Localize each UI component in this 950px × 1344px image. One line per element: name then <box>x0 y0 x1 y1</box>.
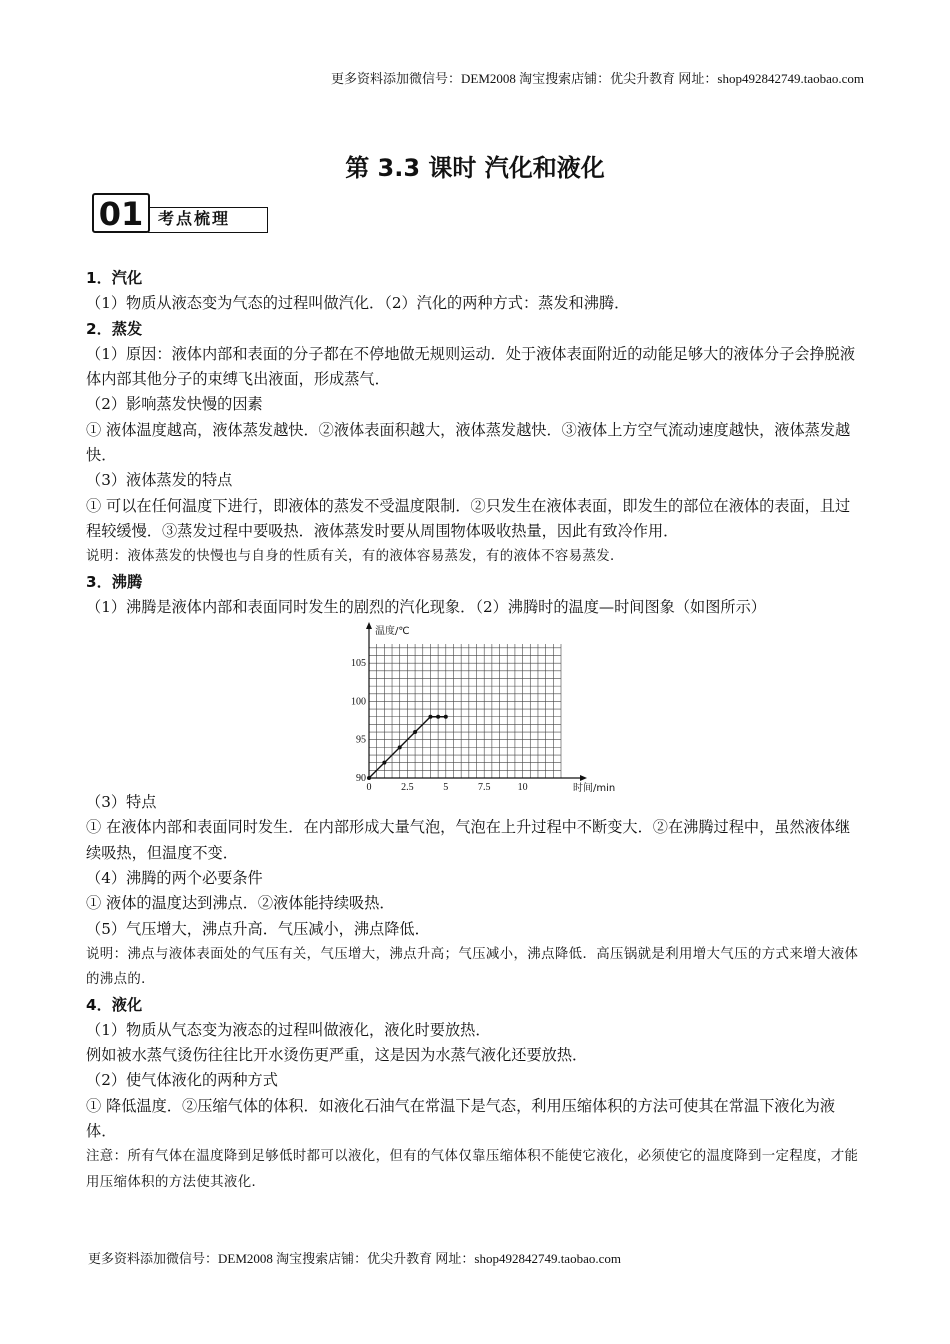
x-axis-label: 时间/min <box>573 783 616 795</box>
data-point <box>413 730 417 734</box>
data-point <box>398 746 402 750</box>
note: 说明：液体蒸发的快慢也与自身的性质有关，有的液体容易蒸发，有的液体不容易蒸发． <box>86 549 624 565</box>
data-point <box>382 761 386 765</box>
section-heading-evaporation: 2．蒸发 <box>86 319 143 338</box>
paragraph: ① 液体的温度达到沸点．②液体能持续吸热． <box>86 894 395 913</box>
paragraph: （3）液体蒸发的特点 <box>86 471 233 490</box>
paragraph: （1）沸腾是液体内部和表面同时发生的剧烈的汽化现象．（2）沸腾时的温度—时间图象（如图所示） <box>86 597 766 616</box>
paragraph: ① 可以在任何温度下进行，即液体的蒸发不受温度限制．②只发生在液体表面，即发生的部位在液体的表面，且过程较缓慢．③蒸发过程中要吸热．液体蒸发时要从周围物体吸收热量，因此有致冷作用． <box>86 496 851 540</box>
badge-label: 考点梳理 <box>148 207 268 233</box>
paragraph: ① 降低温度．②压缩气体的体积．如液化石油气在常温下是气态，利用压缩体积的方法可使其在常温下液化为液体． <box>86 1096 836 1141</box>
paragraph: ① 液体温度越高，液体蒸发越快．②液体表面积越大，液体蒸发越快．③液体上方空气流动速度越快，液体蒸发越快． <box>86 420 851 465</box>
paragraph: （2）影响蒸发快慢的因素 <box>86 395 263 414</box>
y-tick-label: 105 <box>351 658 366 670</box>
document-body <box>86 266 864 1195</box>
paragraph: （1）物质从气态变为液态的过程叫做液化，液化时要放热． <box>86 1020 491 1039</box>
x-tick-label: 7.5 <box>477 782 491 794</box>
paragraph: ① 在液体内部和表面同时发生．在内部形成大量气泡，气泡在上升过程中不断变大．②在沸腾过程中，虽然液体继续吸热，但温度不变． <box>86 818 851 862</box>
note: 注意：所有气体在温度降到足够低时都可以液化，但有的气体仅靠压缩体积不能使它液化，必须使它的温度降到一定程度，才能用压缩体积的方法使其液化． <box>86 1149 859 1190</box>
section-heading-vaporization: 1．汽化 <box>86 269 143 287</box>
x-axis-arrow <box>580 775 587 781</box>
page-footer: 更多资料添加微信号：DEM2008 淘宝搜索店铺：优尖升教育 网址：shop492842749.taobao.com <box>88 1251 621 1266</box>
boiling-chart-container <box>86 620 864 795</box>
x-tick-label: 10 <box>517 782 528 794</box>
x-tick-label: 5 <box>443 782 449 794</box>
data-point <box>367 776 371 780</box>
y-tick-label: 90 <box>356 773 366 785</box>
y-axis-label: 温度/℃ <box>375 626 410 638</box>
data-point <box>436 715 440 719</box>
y-axis-arrow <box>366 622 372 629</box>
section-heading-liquefaction: 4．液化 <box>86 995 143 1014</box>
page-header: 更多资料添加微信号：DEM2008 淘宝搜索店铺：优尖升教育 网址：shop492842749.taobao.com <box>331 71 864 86</box>
paragraph: （1）物质从液态变为气态的过程叫做汽化．（2）汽化的两种方式：蒸发和沸腾． <box>86 294 630 313</box>
badge-number: 01 <box>92 193 150 233</box>
paragraph: （5）气压增大，沸点升高．气压减小，沸点降低． <box>86 919 430 938</box>
data-point <box>444 715 448 719</box>
paragraph: （1）原因：液体内部和表面的分子都在不停地做无规则运动．处于液体表面附近的动能足够大的液体分子会挣脱液体内部其他分子的束缚飞出液面，形成蒸气． <box>86 344 856 389</box>
paragraph: 例如被水蒸气烫伤往往比开水烫伤更严重，这是因为水蒸气液化还要放热． <box>86 1046 588 1065</box>
data-point <box>428 715 432 719</box>
page-title: 第 3.3 课时 汽化和液化 <box>345 154 605 182</box>
x-tick-label: 2.5 <box>401 782 414 794</box>
paragraph: （4）沸腾的两个必要条件 <box>86 869 263 888</box>
paragraph: （2）使气体液化的两种方式 <box>86 1071 278 1090</box>
y-tick-label: 100 <box>351 696 366 708</box>
x-tick-label: 0 <box>366 782 372 794</box>
section-heading-boiling: 3．沸腾 <box>86 572 143 591</box>
paragraph: （3）特点 <box>86 793 157 812</box>
section-badge <box>92 193 270 237</box>
note: 说明：沸点与液体表面处的气压有关，气压增大，沸点升高；气压减小，沸点降低．高压锅就是利用增大气压的方式来增大液体的沸点的． <box>86 946 859 988</box>
boiling-temperature-chart <box>348 622 616 795</box>
y-tick-label: 95 <box>356 734 366 746</box>
